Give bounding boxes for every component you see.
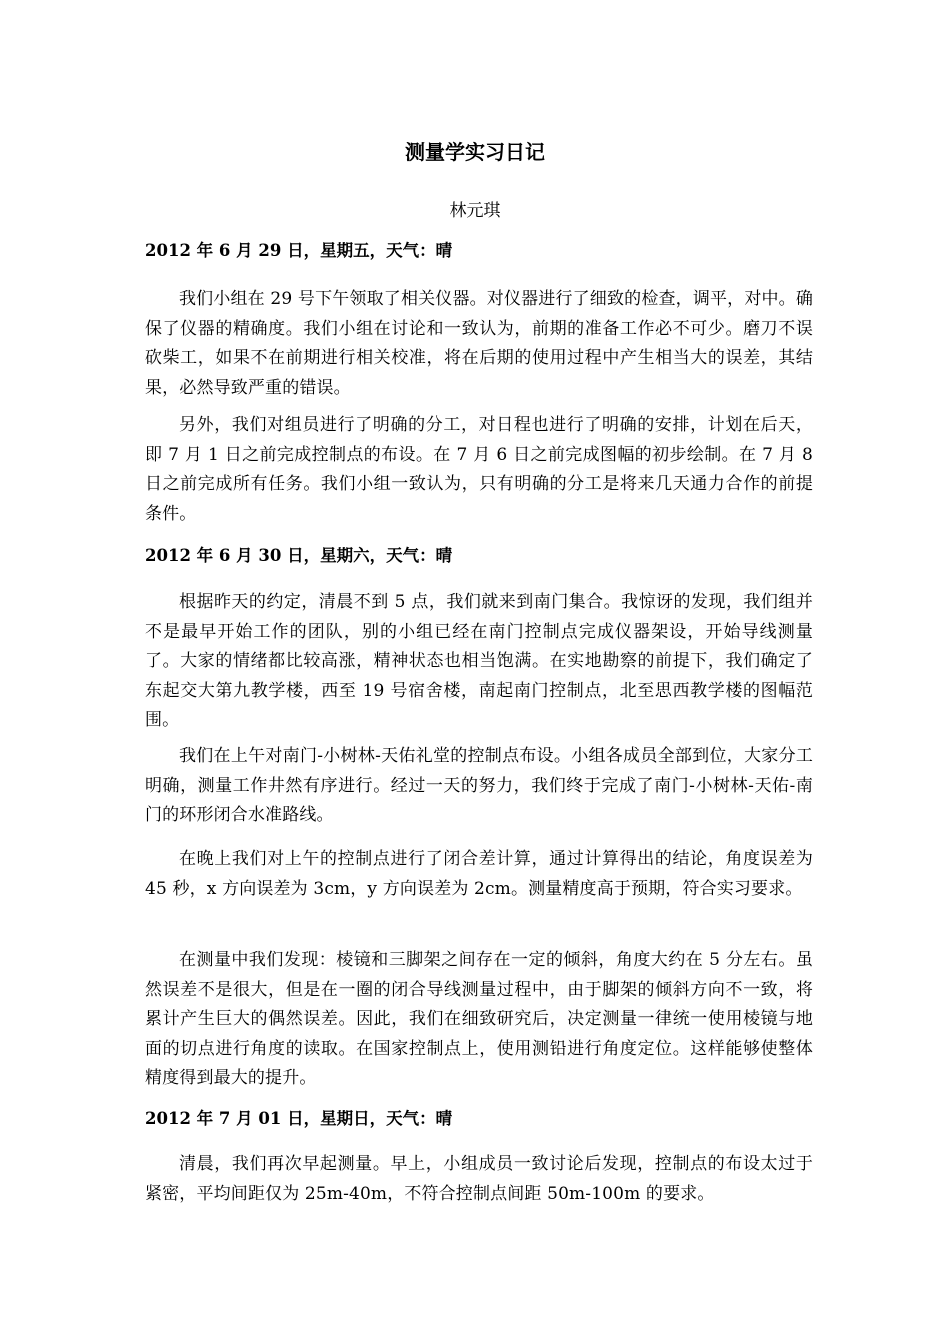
document-title: 测量学实习日记 — [405, 140, 545, 164]
document-author: 林元琪 — [449, 201, 501, 221]
entry-paragraph: 根据昨天的约定，清晨不到 5 点，我们就来到南门集合。我惊讶的发现，我们组并不是最早开始工作的团队，别的小组已经在南门控制点完成仪器架设，开始导线测量了。大家的情绪都比较高涨，精神状态也相当饱满。在实地勘察的前提下，我们确定了东起交大第九教学楼，西至 19 号宿舍楼，南起南门控制点，北至思西教学楼的图幅范围。 — [145, 592, 813, 730]
entry-paragraph: 我们在上午对南门-小树林-天佑礼堂的控制点布设。小组各成员全部到位，大家分工明确，测量工作井然有序进行。经过一天的努力，我们终于完成了南门-小树林-天佑-南门的环形闭合水准路线。 — [145, 746, 813, 825]
entry-paragraph: 清晨，我们再次早起测量。早上，小组成员一致讨论后发现，控制点的布设太过于紧密，平均间距仅为 25m-40m，不符合控制点间距 50m-100m 的要求。 — [145, 1154, 813, 1204]
entry-paragraph: 在测量中我们发现：棱镜和三脚架之间存在一定的倾斜，角度大约在 5 分左右。虽然误差不是很大，但是在一圈的闭合导线测量过程中，由于脚架的倾斜方向不一致，将累计产生巨大的偶然误差。因此，我们在细致研究后，决定测量一律统一使用棱镜与地面的切点进行角度的读取。在国家控制点上，使用测铅进行角度定位。这样能够使整体精度得到最大的提升。 — [145, 950, 813, 1088]
entry-paragraph: 我们小组在 29 号下午领取了相关仪器。对仪器进行了细致的检查，调平，对中。确保了仪器的精确度。我们小组在讨论和一致认为，前期的准备工作必不可少。磨刀不误砍柴工，如果不在前期进行相关校准，将在后期的使用过程中产生相当大的误差，其结果，必然导致严重的错误。 — [145, 289, 813, 398]
entry-date-0629: 2012 年 6 月 29 日，星期五，天气：晴 — [145, 241, 453, 260]
entry-date-0630: 2012 年 6 月 30 日，星期六，天气：晴 — [145, 546, 453, 565]
entry-paragraph: 在晚上我们对上午的控制点进行了闭合差计算，通过计算得出的结论，角度误差为 45 秒，x 方向误差为 3cm，y 方向误差为 2cm。测量精度高于预期，符合实习要求。 — [145, 849, 813, 899]
entry-paragraph: 另外，我们对组员进行了明确的分工，对日程也进行了明确的安排，计划在后天，即 7 月 1 日之前完成控制点的布设。在 7 月 6 日之前完成图幅的初步绘制。在 7 月 8 日之前完成所有任务。我们小组一致认为，只有明确的分工是将来几天通力合作的前提条件。 — [145, 415, 813, 524]
entry-date-0701: 2012 年 7 月 01 日，星期日，天气：晴 — [145, 1109, 453, 1128]
